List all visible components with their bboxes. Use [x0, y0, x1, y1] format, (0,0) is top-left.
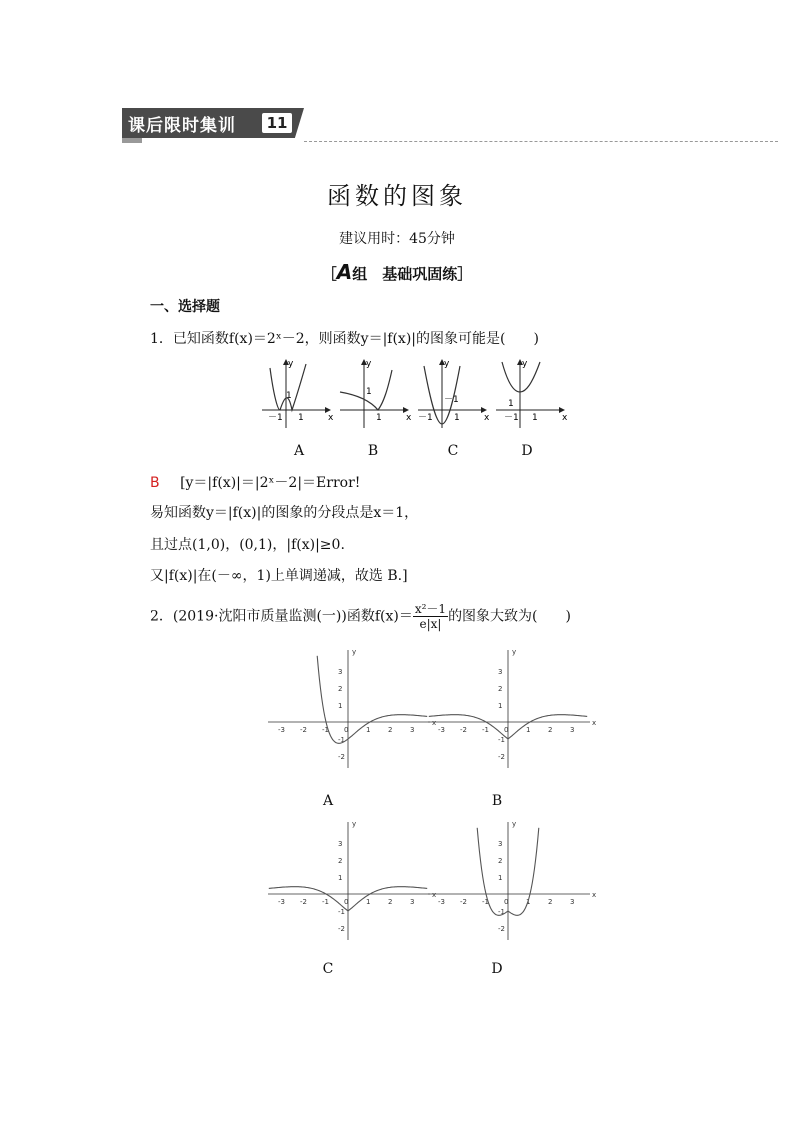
q1-option-a: A: [293, 443, 305, 459]
q1-solution-3: 且过点(1,0)，(0,1)，|f(x)|≥0.: [150, 537, 345, 553]
q1d-x: x: [562, 413, 568, 423]
q2-graph-b-ytick: -1: [498, 736, 505, 744]
q2-option-c: C: [322, 961, 334, 977]
q2-graph-c-xtick: 2: [388, 898, 393, 906]
q1-graph-d: [496, 359, 568, 428]
q1-solution-2: 易知函数y＝|f(x)|的图象的分段点是x＝1，: [150, 505, 419, 521]
page-title: 函数的图象: [327, 182, 467, 210]
q2-graph-a-y-label: y: [352, 648, 357, 656]
q2-graph-a-xtick: -3: [278, 726, 285, 734]
q2-graph-b-xtick: 0: [504, 726, 509, 734]
q2-graph-d-ytick: 1: [498, 874, 503, 882]
q2-graph-a-ytick: 3: [338, 668, 343, 676]
header-divider: [304, 141, 778, 142]
section-heading: 一、选择题: [150, 299, 220, 315]
q2-option-b: B: [491, 793, 503, 809]
banner-number: 11: [262, 113, 292, 133]
q1a-one: 1: [286, 391, 292, 401]
q2-graph-a-x-label: x: [432, 719, 437, 727]
q2-graph-d-ytick: 3: [498, 840, 503, 848]
q2-graph-c-ytick: -1: [338, 908, 345, 916]
q1-answer-line: [150, 472, 360, 492]
q2-graph-d-xtick: 2: [548, 898, 553, 906]
q2-graph-a-ytick: 2: [338, 685, 343, 693]
q2-graph-b-ytick: 2: [498, 685, 503, 693]
q2-graph-b-x-label: x: [592, 719, 597, 727]
q2-graph-c-xtick: -1: [322, 898, 329, 906]
time-hint: 建议用时：45分钟: [339, 231, 455, 247]
q2-graph-c-ytick: -2: [338, 925, 345, 933]
q1-answer-letter: B: [150, 475, 160, 491]
q2-graph-a-xtick: -1: [322, 726, 329, 734]
q2-graph-b-ytick: 3: [498, 668, 503, 676]
q1a-x: x: [328, 413, 334, 423]
q1a-y: y: [288, 359, 294, 369]
q2-frac-num: x²－1: [414, 602, 447, 616]
question-1-graphs: [260, 358, 570, 430]
q1b-p1: 1: [376, 413, 382, 423]
q2-graph-b-xtick: 1: [526, 726, 531, 734]
q1c-p1: 1: [454, 413, 460, 423]
banner-label: 课后限时集训: [128, 116, 236, 136]
q2-graph-a-xtick: -2: [300, 726, 307, 734]
q2-graph-a-xtick: 1: [366, 726, 371, 734]
exercise-banner: [122, 108, 304, 138]
q2-graph-c-xtick: 0: [344, 898, 349, 906]
q2-graph-c-ytick: 1: [338, 874, 343, 882]
q2-graph-d-xtick: 3: [570, 898, 575, 906]
q1d-p1: 1: [532, 413, 538, 423]
banner-shadow: [122, 138, 142, 143]
q1-solution-1: [y＝|f(x)|＝|2ˣ－2|＝Error!: [180, 475, 361, 491]
q1-graph-b: [340, 359, 412, 428]
q2-graph-d-ytick: 2: [498, 857, 503, 865]
q2-option-a: A: [322, 793, 334, 809]
q2-graph-a-xtick: 2: [388, 726, 393, 734]
q1a-m1: －1: [268, 413, 283, 423]
q1c-m1: －1: [444, 395, 459, 405]
q2-frac-den: e|x|: [419, 617, 442, 631]
q2-graph-d-xtick: -1: [482, 898, 489, 906]
q2-graph-b-xtick: 3: [570, 726, 575, 734]
q1c-y: y: [444, 359, 450, 369]
q2-stem-prefix: 2．(2019·沈阳市质量监测(一))函数f(x)＝: [150, 608, 413, 625]
q2-graph-c-ytick: 3: [338, 840, 343, 848]
q2-graph-d-xtick: -2: [460, 898, 467, 906]
group-letter: A: [336, 260, 353, 284]
q1-graph-a: [262, 359, 334, 428]
q2-graph-b-xtick: -1: [482, 726, 489, 734]
q2-graph-d-ytick: -1: [498, 908, 505, 916]
q1d-one: 1: [508, 399, 514, 409]
q2-graph-d-y-label: y: [512, 820, 517, 828]
q1-option-d: D: [521, 443, 533, 459]
q1d-m1: －1: [504, 413, 519, 423]
q2-graph-c-y-label: y: [352, 820, 357, 828]
q2-graph-b-ytick: 1: [498, 702, 503, 710]
q1d-y: y: [522, 359, 528, 369]
q2-graph-c-xtick: -3: [278, 898, 285, 906]
question-2-stem: [150, 602, 571, 631]
q2-graph-a-ytick: 1: [338, 702, 343, 710]
q2-graph-c-ytick: 2: [338, 857, 343, 865]
q2-stem-suffix: 的图象大致为( ): [448, 608, 571, 625]
question-2-graphs: [258, 648, 597, 938]
q2-graph-d-x-label: x: [592, 891, 597, 899]
q2-graph-c-xtick: -2: [300, 898, 307, 906]
q2-graph-c-x-label: x: [432, 891, 437, 899]
q2-graph-a-ytick: -1: [338, 736, 345, 744]
q2-graph-d-xtick: 0: [504, 898, 509, 906]
q1-option-b: B: [367, 443, 379, 459]
q2-graph-a-ytick: -2: [338, 753, 345, 761]
q2-graph-b-y-label: y: [512, 648, 517, 656]
q2-graph-a-xtick: 3: [410, 726, 415, 734]
q2-option-d: D: [491, 961, 503, 977]
q2-graph-a-xtick: 0: [344, 726, 349, 734]
q2-graph-d-ytick: -2: [498, 925, 505, 933]
q1c-x: x: [484, 413, 490, 423]
q2-graph-b-xtick: -3: [438, 726, 445, 734]
group-heading: [0, 260, 794, 284]
q1-option-c: C: [447, 443, 459, 459]
q1a-p1: 1: [298, 413, 304, 423]
q1b-one: 1: [366, 387, 372, 397]
group-bracket-close: ］: [457, 265, 473, 283]
group-bracket-open: ［: [321, 265, 337, 283]
q2-graph-c-xtick: 3: [410, 898, 415, 906]
q2-graph-b-xtick: 2: [548, 726, 553, 734]
q1-graph-c: [418, 359, 490, 428]
q1c-m1x: －1: [418, 413, 433, 423]
q1b-y: y: [366, 359, 372, 369]
q1b-x: x: [406, 413, 412, 423]
q2-fraction: [413, 602, 448, 631]
q2-graph-b-ytick: -2: [498, 753, 505, 761]
q2-graph-c-xtick: 1: [366, 898, 371, 906]
q2-graph-d-xtick: -3: [438, 898, 445, 906]
q2-graph-b-xtick: -2: [460, 726, 467, 734]
q2-graph-d-xtick: 1: [526, 898, 531, 906]
question-1-stem: 1．已知函数f(x)＝2ˣ－2，则函数y＝|f(x)|的图象可能是( ): [150, 331, 539, 347]
q1-solution-4: 又|f(x)|在(－∞，1)上单调递减，故选 B.]: [150, 568, 408, 584]
group-label: 组 基础巩固练: [352, 265, 458, 283]
